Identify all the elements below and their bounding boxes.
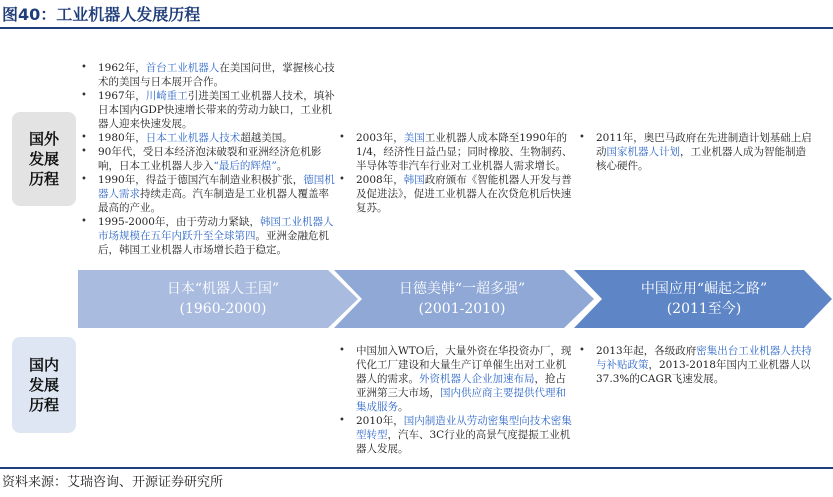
event-text: 。亚洲金融危机后，韩国工业机器人市场增长趋于稳定。 — [98, 230, 329, 256]
event-text: 。 — [276, 160, 288, 172]
event-item — [574, 344, 814, 386]
event-text: ，2013-2018年国内工业机器人以37.3%的CAGR飞速发展。 — [596, 359, 811, 385]
event-text: ，汽车、3C行业的高景气度提振工业机器人发展。 — [356, 429, 571, 455]
event-text: 超越美国。 — [240, 132, 293, 144]
highlight-text: 德国机器人需求 — [98, 174, 335, 200]
stage-3-name: 中国应用“崛起之路” — [640, 281, 768, 297]
stage-1-name: 日本“机器人王国” — [166, 281, 280, 297]
highlight-text: 国内制造业从劳动密集型向技术密集型转型 — [356, 415, 572, 441]
event-item — [334, 344, 574, 414]
event-text: 2013年起，各级政府 — [596, 345, 697, 357]
event-text: 。 — [398, 401, 409, 413]
event-text: 中国加入WTO后，大量外资在华投资办厂，现代化工厂建设和大量生产订单催生出对工业机器人的需求。 — [356, 345, 572, 385]
stage-3-period: (2011至今) — [666, 301, 742, 317]
highlight-text: 首台工业机器人 — [145, 62, 220, 74]
highlight-text: 韩国 — [403, 174, 425, 186]
stage-label-3 — [604, 279, 804, 319]
event-text: 2010年， — [356, 415, 404, 427]
overseas-label: 国外 发展 历程 — [28, 130, 59, 188]
event-item — [334, 414, 574, 456]
domestic-stage3-events — [574, 344, 814, 386]
event-text: 1967年， — [98, 90, 146, 102]
highlight-text: “最后的辉煌” — [213, 160, 277, 172]
event-text: 在美国问世，掌握核心技术的美国与日本展开合作。 — [98, 62, 335, 88]
event-text: ，抢占亚洲第三大市场， — [356, 373, 566, 399]
event-text: 1990年，得益于德国汽车制造业积极扩张， — [98, 174, 304, 186]
highlight-text: 川崎重工 — [145, 90, 188, 102]
highlight-text: 韩国工业机器人市场规模在五年内跃升至全球第四 — [98, 216, 334, 242]
stage-2-period: (2001-2010) — [418, 301, 506, 317]
source-rule — [0, 467, 833, 469]
event-text: 90年代，受日本经济泡沫破裂和亚洲经济危机影响，日本工业机器人步入 — [98, 146, 322, 172]
domestic-stage2-events — [334, 344, 574, 456]
event-text: 政府颁布《智能机器人开发与普及促进法》，促进工业机器人在次贷危机后快速复苏。 — [356, 174, 572, 214]
highlight-text: 密集出台工业机器人扶持与补贴政策 — [596, 345, 812, 371]
event-text: 2011年，奥巴马政府在先进制造计划基础上启动 — [596, 132, 812, 158]
event-text: 工业机器人成本降至1990年的1/4，经济性日益凸显；同时橡胶、生物制药、半导体等非汽车行业对工业机器人需求增长。 — [356, 132, 573, 172]
stage-label-2 — [362, 279, 562, 319]
event-text: 引进美国工业机器人技术，填补日本国内GDP快速增长带来的劳动力缺口，工业机器人迎来快速发展。 — [98, 90, 335, 130]
source-note: 资料来源：艾瑞咨询、开源证券研究所 — [2, 475, 224, 490]
event-text: 1995-2000年，由于劳动力紧缺， — [98, 216, 260, 228]
event-text: 2008年， — [356, 174, 404, 186]
highlight-text: 外资机器人企业加速布局 — [419, 373, 535, 385]
stage-label-1 — [118, 279, 328, 319]
domestic-label: 国内 发展 历程 — [28, 356, 59, 414]
event-text: 1962年， — [98, 62, 146, 74]
event-text: 2003年， — [356, 132, 404, 144]
stage-2-name: 日德美韩“一超多强” — [398, 281, 526, 297]
highlight-text: 国内供应商主要提供代理和集成服务 — [356, 387, 566, 413]
event-text: ，工业机器人成为智能制造核心硬件。 — [596, 146, 806, 172]
event-text: 持续走高。汽车制造是工业机器人覆盖率最高的产业。 — [98, 188, 329, 214]
stage-1-period: (1960-2000) — [179, 301, 267, 317]
figure-title: 图40：工业机器人发展历程 — [2, 5, 201, 24]
highlight-text: 国家机器人计划 — [606, 146, 680, 158]
highlight-text: 美国 — [403, 132, 425, 144]
highlight-text: 日本工业机器人技术 — [145, 132, 241, 144]
event-text: 1980年， — [98, 132, 146, 144]
